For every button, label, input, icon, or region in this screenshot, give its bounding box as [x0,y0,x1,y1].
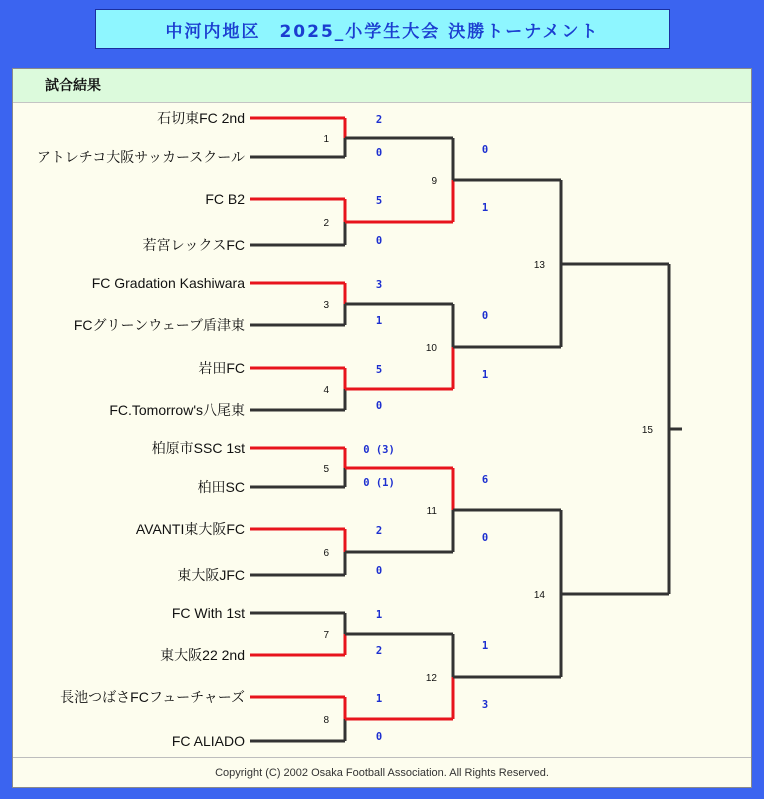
score-top: 5 [375,364,383,376]
match-number: 1 [323,134,329,145]
team-name: FC Gradation Kashiwara [91,275,245,291]
score-top: 1 [375,693,383,705]
match-number: 4 [323,385,329,396]
team-name: FC With 1st [171,605,245,621]
score-bottom: 1 [375,315,383,327]
team-name: FCグリーンウェーブ盾津東 [73,317,245,333]
match-number: 15 [641,425,653,436]
section-header: 試合結果 [13,69,751,103]
team-name: 若宮レックスFC [142,237,245,253]
score-bottom: 2 [375,645,383,657]
team-name: 岩田FC [198,360,245,376]
match-number: 8 [323,715,329,726]
match-number: 3 [323,300,329,311]
score-top: 6 [481,474,489,486]
score-top: 2 [375,525,383,537]
score-bottom: 1 [481,202,489,214]
score-bottom: 3 [481,699,489,711]
score-top: 0 (3) [363,444,395,456]
team-name: 東大阪22 2nd [160,647,245,663]
match-number: 6 [323,548,329,559]
match-number: 14 [533,590,545,601]
match-number: 2 [323,218,329,229]
match-number: 10 [425,343,437,354]
score-bottom: 0 [375,400,383,412]
score-bottom: 0 [375,147,383,159]
team-name: 柏原市SSC 1st [151,440,245,456]
score-bottom: 0 [481,532,489,544]
page-title: 中河内地区 2025_小学生大会 決勝トーナメント [95,9,670,49]
copyright-footer: Copyright (C) 2002 Osaka Football Association. All Rights Reserved. [13,757,751,789]
score-top: 1 [375,609,383,621]
match-number: 11 [426,506,437,517]
team-name: 柏田SC [197,479,245,495]
score-bottom: 0 [375,235,383,247]
score-top: 5 [375,195,383,207]
tournament-bracket [13,69,753,759]
match-number: 5 [323,464,329,475]
match-number: 9 [431,176,437,187]
results-panel [12,68,752,788]
team-name: 東大阪JFC [177,567,245,583]
match-number: 13 [533,260,545,271]
score-top: 0 [481,310,489,322]
match-number: 12 [425,673,437,684]
score-top: 1 [481,640,489,652]
score-top: 3 [375,279,383,291]
team-name: AVANTI東大阪FC [135,521,245,537]
match-number: 7 [323,630,329,641]
team-name: アトレチコ大阪サッカースクール [36,149,245,165]
team-name: FC ALIADO [171,733,245,749]
team-name: FC B2 [205,191,245,207]
score-bottom: 0 [375,565,383,577]
score-bottom: 1 [481,369,489,381]
team-name: FC.Tomorrow's八尾東 [109,402,245,418]
score-bottom: 0 (1) [363,477,395,489]
team-name: 石切東FC 2nd [157,110,245,126]
score-top: 0 [481,144,489,156]
team-name: 長池つばさFCフューチャーズ [60,689,245,705]
score-bottom: 0 [375,731,383,743]
score-top: 2 [375,114,383,126]
